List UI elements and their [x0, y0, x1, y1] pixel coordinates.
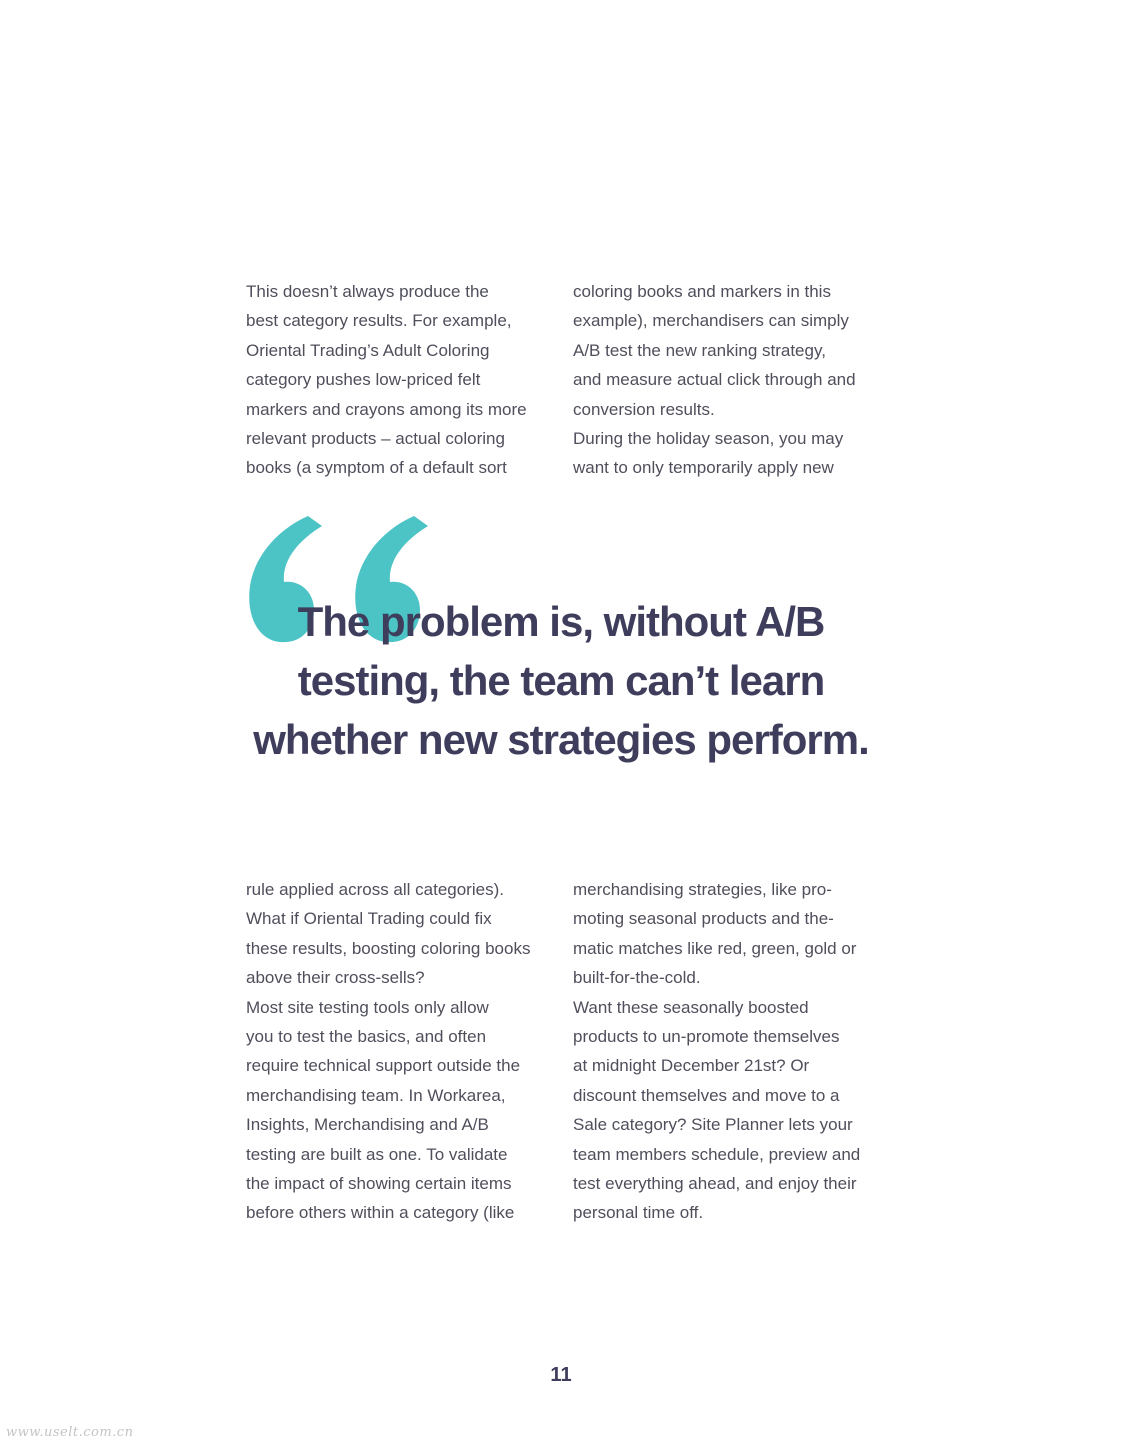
body-paragraph: This doesn’t always produce the best category results. For example, Oriental Trading’s Adult Coloring category pushes low-priced felt markers and crayons among its more relevant products – actual coloring books (a symptom of a default sort — [246, 282, 527, 478]
body-column-top-left — [246, 277, 551, 483]
watermark: www.uselt.com.cn — [6, 1425, 134, 1440]
body-column-bottom-left — [246, 875, 551, 1228]
page-number: 11 — [550, 1364, 572, 1386]
body-paragraph: coloring books and markers in this example), merchandisers can simply A/B test the new ranking strategy, and measure actual click through and conversion results. During the holiday season, you may want to only temporarily apply new — [573, 282, 856, 478]
body-paragraph: merchandising strategies, like pro- moting seasonal products and the- matic matches like red, green, gold or built-for-the-cold. Want these seasonally boosted products to un-promote themselves at midnight December 21st? Or discount themselves and move to a Sale category? Site Planner lets your team members schedule, preview and test everything ahead, and enjoy their personal time off. — [573, 880, 861, 1223]
body-column-top-right — [573, 277, 878, 483]
body-paragraph: rule applied across all categories). What if Oriental Trading could fix these results, boosting coloring books above their cross-sells? Most site testing tools only allow you to test the basics, and often require technical support outside the merchandising team. In Workarea, Insights, Merchandising and A/B testing are built as one. To validate the impact of showing certain items before others within a category (like — [246, 880, 531, 1223]
pull-quote: The problem is, without A/B testing, the team can’t learn whether new strategies perform. — [253, 598, 869, 763]
body-column-bottom-right — [573, 875, 878, 1228]
